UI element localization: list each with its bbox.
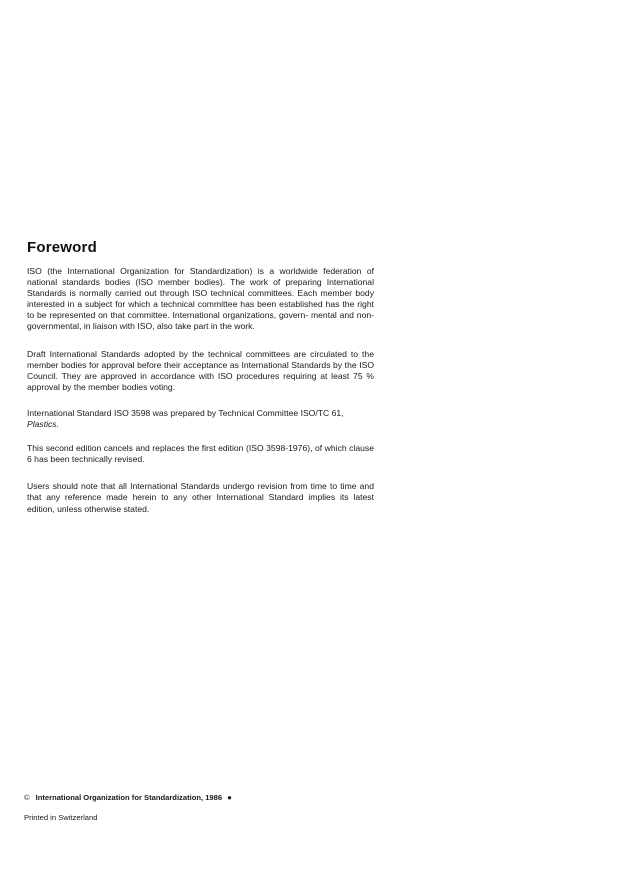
- copyright-text: International Organization for Standardization, 1986: [35, 793, 223, 802]
- paragraph-iso-intro: ISO (the International Organization for Standardization) is a worldwide federation of national standards bodies (ISO member bodies). The work of preparing International Standards is normally carried out through ISO technical committees. Each member body interested in a subject for which a technical committee has been established has the right to be represented on that committee. International organizations, govern- mental and non-governmental, in liaison with ISO, also take part in the work.: [27, 266, 374, 332]
- bullet-icon: ●: [227, 793, 232, 802]
- paragraph-draft-standards: Draft International Standards adopted by the technical committees are circulated to the member bodies for approval before their acceptance as International Standards by the ISO Council. They are approved in accordance with ISO procedures requiring at least 75 % approval by the member bodies voting.: [27, 348, 374, 392]
- paragraph-users-note: Users should note that all International Standards undergo revision from time to time and that any reference made herein to any other International Standard implies its latest edition, unless otherwise stated.: [27, 481, 374, 514]
- copyright-symbol: ©: [24, 793, 30, 802]
- copyright-line: [24, 793, 232, 802]
- foreword-body: [27, 266, 374, 527]
- page-title: Foreword: [27, 239, 97, 256]
- printed-in-line: Printed in Switzerland: [24, 813, 98, 822]
- paragraph-technical-committee-subject: Plastics.: [27, 419, 59, 430]
- paragraph-second-edition: This second edition cancels and replaces the first edition (ISO 3598-1976), of which clause 6 has been technically revised.: [27, 443, 374, 465]
- paragraph-technical-committee-text: International Standard ISO 3598 was prepared by Technical Committee ISO/TC 61,: [27, 407, 344, 418]
- paragraph-technical-committee: [27, 408, 374, 430]
